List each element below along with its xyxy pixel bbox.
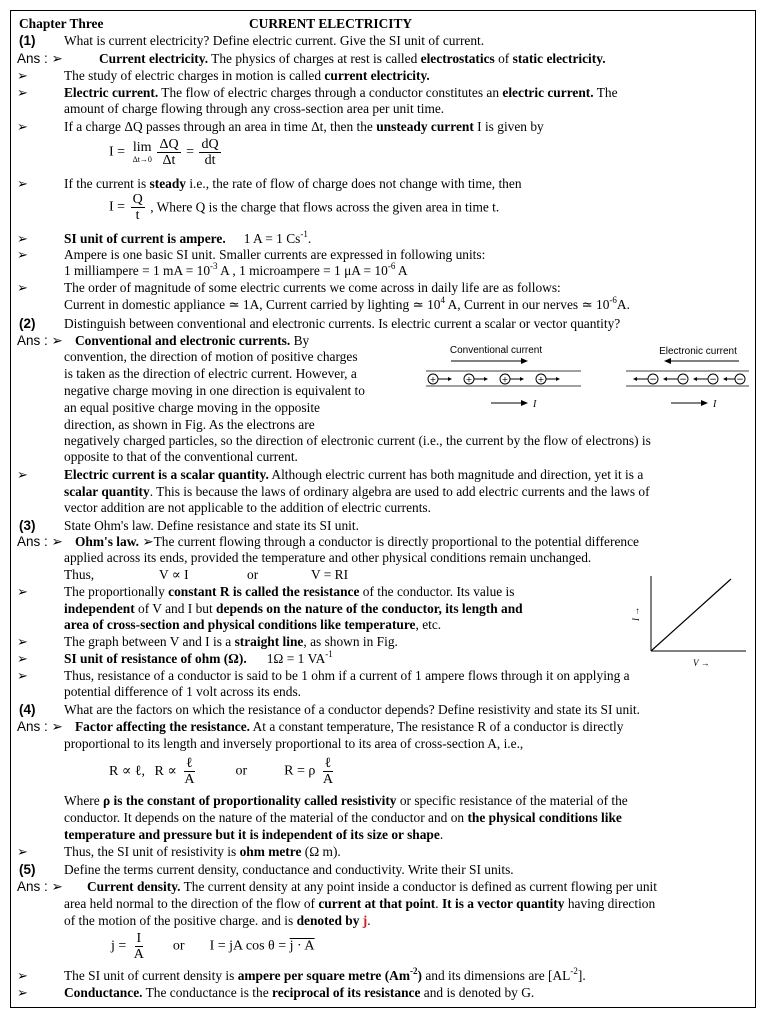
bullet-arrow: ➢ xyxy=(17,844,28,859)
answer-line: Current density. The current density at any point inside a conductor is defined as current flowing per unit xyxy=(87,879,657,894)
equation-steady-current: I = $\frac{Q}{t}$ , Where Q is the charge that flows across the given area in time t. xyxy=(109,192,500,223)
bullet-text: 1 milliampere = 1 mA = $10^{-3}$ A , 1 microampere = 1 $\mu A = 10^{-6}$ A xyxy=(64,261,408,278)
answer-label: Ans : ➢ xyxy=(17,879,63,894)
answer-line: applied across its ends, provided the temperature and other physical conditions remain unchanged. xyxy=(64,550,592,565)
question-number: (2) xyxy=(19,316,36,331)
current-direction-figure xyxy=(421,343,751,418)
bullet-text: Current in domestic appliance ≃ 1A, Current carried by lighting ≃ $10^4$ A, Current in our nerves ≃ $10^{-6}A$. xyxy=(64,295,630,312)
svg-text:−: − xyxy=(679,375,687,385)
svg-text:+: + xyxy=(501,375,509,384)
bullet-arrow: ➢ xyxy=(17,651,28,666)
bullet-text: Ampere is one basic SI unit. Smaller currents are expressed in following units: xyxy=(64,247,486,262)
answer-line: area held normal to the direction of the flow of current at that point. It is a vector quantity having direction xyxy=(64,896,656,911)
bullet-text: If a charge ΔQ passes through an area in time Δt, then the unsteady current I is given by xyxy=(64,119,544,134)
bullet-text: SI unit of current is ampere. 1 A = 1 $Cs^{-1}$. xyxy=(64,229,312,246)
bullet-text: independent of V and I but depends on the nature of the conductor, its length and xyxy=(64,601,523,616)
question-text: Distinguish between conventional and electronic currents. Is electric current a scalar or vector quantity? xyxy=(64,316,621,331)
answer-label: Ans : ➢ xyxy=(17,333,63,348)
vi-graph-svg xyxy=(631,571,751,671)
bullet-text: SI unit of resistance of ohm (Ω). 1Ω = 1 $VA^{-1}$ xyxy=(64,649,333,666)
svg-text:−: − xyxy=(736,375,744,385)
bullet-text: Conductance. The conductance is the reciprocal of its resistance and is denoted by G. xyxy=(64,985,535,1000)
answer-line: Current electricity. The physics of charges at rest is called electrostatics of static electricity. xyxy=(99,51,606,66)
question-number: (5) xyxy=(19,862,36,877)
bullet-arrow: ➢ xyxy=(17,176,28,191)
answer-line: is taken as the direction of electric current. However, a xyxy=(64,366,357,381)
question-number: (1) xyxy=(19,33,36,48)
answer-line: of the motion of the positive charge. and is denoted by j. xyxy=(64,913,371,928)
conventional-current-label: Conventional current xyxy=(449,345,543,356)
graph-x-label: V → xyxy=(693,658,710,668)
bullet-text: Thus, resistance of a conductor is said to be 1 ohm if a current of 1 ampere flows through it on applying a xyxy=(64,668,630,683)
proportionality-eq: V ∝ I xyxy=(159,567,189,582)
electronic-current-label: Electronic current xyxy=(659,346,737,357)
bullet-arrow: ➢ xyxy=(17,68,28,83)
question-number: (4) xyxy=(19,702,36,717)
svg-text:+: + xyxy=(429,375,437,384)
bullet-arrow: ➢ xyxy=(17,584,28,599)
svg-text:+: + xyxy=(465,375,473,384)
thus-label: Thus, xyxy=(64,567,95,582)
bullet-text: The graph between V and I is a straight line, as shown in Fig. xyxy=(64,634,398,649)
graph-y-label: I → xyxy=(631,606,641,621)
bullet-arrow: ➢ xyxy=(17,985,28,1000)
conventional-i-label: I xyxy=(533,399,537,410)
page-title: CURRENT ELECTRICITY xyxy=(249,16,413,31)
svg-text:−: − xyxy=(709,375,717,385)
bullet-text: area of cross-section and physical conditions like temperature, etc. xyxy=(64,617,442,632)
resistance-proportionality-eq: R ∝ ℓ, R ∝ $\frac{\text{ℓ}}{A}$ or R = ρ $\frac{\text{ℓ}}{A}$ xyxy=(109,756,333,787)
negative-charges xyxy=(633,374,745,385)
answer-line: an equal positive charge moving in the opposite xyxy=(64,400,320,415)
question-number: (3) xyxy=(19,518,36,533)
answer-line: Where ρ is the constant of proportionality called resistivity or specific resistance of the material of the xyxy=(64,793,628,808)
answer-line: Ohm's law. ➢The current flowing through a conductor is directly proportional to the potential difference xyxy=(75,534,639,549)
answer-line: proportional to its length and inversely proportional to its area of cross-section A, i.e., xyxy=(64,736,524,751)
question-text: Define the terms current density, conductance and conductivity. Write their SI units. xyxy=(64,862,514,877)
or-label: or xyxy=(247,567,259,582)
answer-line: convention, the direction of motion of positive charges xyxy=(64,349,358,364)
bullet-arrow: ➢ xyxy=(17,467,28,482)
bullet-arrow: ➢ xyxy=(17,85,28,100)
answer-label: Ans : ➢ xyxy=(17,51,63,66)
bullet-text: Electric current. The flow of electric charges through a conductor constitutes an electric current. The xyxy=(64,85,618,100)
electronic-i-label: I xyxy=(713,399,717,410)
question-text: What are the factors on which the resistance of a conductor depends? Define resistivity and state its SI unit. xyxy=(64,702,640,717)
bullet-arrow: ➢ xyxy=(17,968,28,983)
answer-line: Factor affecting the resistance. At a constant temperature, The resistance R of a conductor is directly xyxy=(75,719,624,734)
answer-line: opposite to that of the conventional current. xyxy=(64,449,298,464)
svg-text:−: − xyxy=(649,375,657,385)
bullet-text: Electric current is a scalar quantity. Although electric current has both magnitude and direction, yet it is a xyxy=(64,467,644,482)
bullet-arrow: ➢ xyxy=(17,119,28,134)
bullet-arrow: ➢ xyxy=(17,247,28,262)
question-text: State Ohm's law. Define resistance and state its SI unit. xyxy=(64,518,359,533)
answer-line: temperature and pressure but it is independent of its size or shape. xyxy=(64,827,444,842)
bullet-text: Thus, the SI unit of resistivity is ohm metre (Ω m). xyxy=(64,844,341,859)
bullet-text: The order of magnitude of some electric currents we come across in daily life are as follows: xyxy=(64,280,561,295)
bullet-arrow: ➢ xyxy=(17,668,28,683)
answer-line: negatively charged particles, so the direction of electronic current (i.e., the current by the flow of electrons) is xyxy=(64,433,651,448)
bullet-text: If the current is steady i.e., the rate of flow of charge does not change with time, then xyxy=(64,176,522,191)
answer-line: direction, as shown in Fig. As the electrons are xyxy=(64,417,315,432)
current-direction-diagram xyxy=(421,343,751,418)
ohms-law-eq: V = RI xyxy=(311,567,349,582)
bullet-text: scalar quantity. This is because the laws of ordinary algebra are used to add electric currents and the laws of xyxy=(64,484,650,499)
vi-line xyxy=(651,579,731,651)
answer-label: Ans : ➢ xyxy=(17,534,63,549)
vi-graph xyxy=(631,571,751,671)
answer-line: conductor. It depends on the nature of the material of the conductor and on the physical conditions like xyxy=(64,810,622,825)
svg-text:+: + xyxy=(537,375,545,384)
answer-line: negative charge moving in one direction is equivalent to xyxy=(64,383,365,398)
bullet-arrow: ➢ xyxy=(17,231,28,246)
bullet-text: amount of charge flowing through any cross-section area per unit time. xyxy=(64,101,445,116)
bullet-arrow: ➢ xyxy=(17,280,28,295)
answer-line: Conventional and electronic currents. By xyxy=(75,333,310,348)
equation-unsteady-current: I = lim Δt→0 $\frac{\Delta Q}{\Delta t}$ = $\frac{dQ}{dt}$ xyxy=(109,137,219,168)
document-page xyxy=(10,10,756,1008)
bullet-text: potential difference of 1 volt across its ends. xyxy=(64,684,301,699)
bullet-text: The proportionally constant R is called the resistance of the conductor. Its value is xyxy=(64,584,515,599)
positive-charges xyxy=(428,374,560,384)
question-text: What is current electricity? Define electric current. Give the SI unit of current. xyxy=(64,33,485,48)
bullet-arrow: ➢ xyxy=(17,634,28,649)
bullet-text: The study of electric charges in motion is called current electricity. xyxy=(64,68,430,83)
current-density-eq: j = $\frac{I}{A}$ or I = jA cos θ = j · A xyxy=(111,931,315,962)
chapter-label: Chapter Three xyxy=(19,16,104,31)
answer-label: Ans : ➢ xyxy=(17,719,63,734)
bullet-text: vector addition are not applicable to the addition of electric currents. xyxy=(64,500,431,515)
bullet-text: The SI unit of current density is ampere per square metre $(Am^{-2})$ and its dimensions are $[AL^{-2}]$. xyxy=(64,966,586,983)
